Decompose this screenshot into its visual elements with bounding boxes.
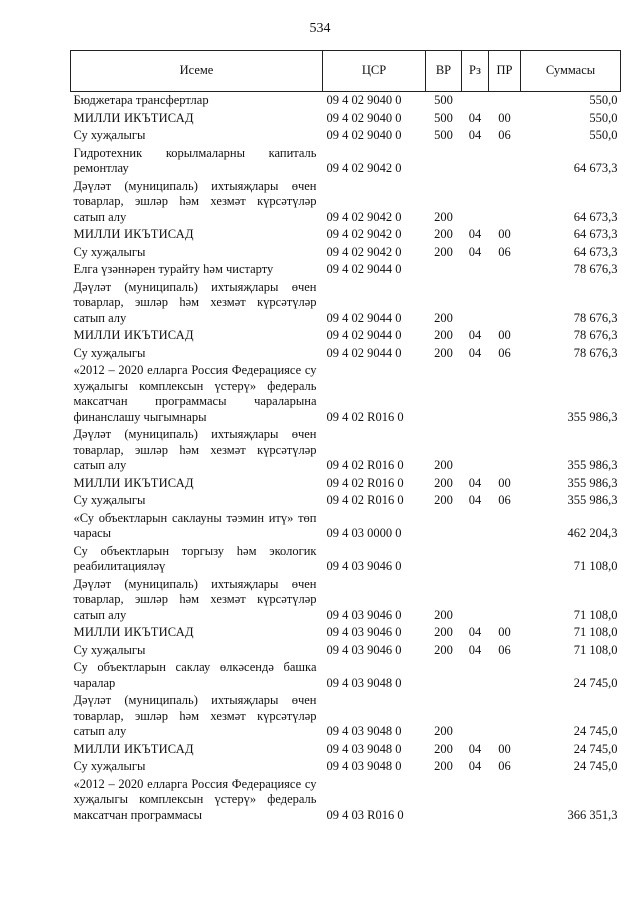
cell-csr: 09 4 02 9042 0 <box>326 244 402 259</box>
cell-sum: 550,0 <box>589 93 618 107</box>
cell-name: Су хуҗалыгы <box>73 244 146 259</box>
table-row <box>71 776 621 825</box>
header-csr: ЦСР <box>323 51 426 92</box>
cell-csr: 09 4 03 9048 0 <box>326 759 402 773</box>
cell-sum: 550,0 <box>589 128 618 142</box>
cell-pr: 00 <box>498 475 511 490</box>
cell-vr: 500 <box>434 110 453 125</box>
cell-vr: 200 <box>434 493 453 507</box>
cell-pr <box>489 178 521 227</box>
cell-rz <box>462 692 489 741</box>
cell-vr: 200 <box>434 227 453 241</box>
cell-pr <box>489 776 521 825</box>
cell-pr <box>489 92 521 110</box>
cell-name: Су объектларын торгызу һәм экологик реабилитацияләү <box>73 543 317 573</box>
cell-rz <box>462 776 489 825</box>
table-row <box>71 327 621 345</box>
cell-pr: 06 <box>498 244 511 259</box>
cell-name: МИЛЛИ ИКЪТИСАД <box>73 110 194 125</box>
cell-csr: 09 4 03 9046 0 <box>326 625 402 639</box>
cell-name: «Су объектларын саклауны тәэмин итү» төп чарасы <box>73 510 317 540</box>
cell-rz: 04 <box>468 128 482 142</box>
cell-sum: 366 351,3 <box>567 807 618 822</box>
cell-rz <box>462 576 489 625</box>
cell-pr <box>489 362 521 426</box>
table-row <box>71 692 621 741</box>
cell-vr <box>426 145 462 178</box>
cell-sum: 71 108,0 <box>573 559 618 573</box>
cell-rz: 04 <box>468 625 482 639</box>
cell-name: Елга үзәннәрен турайту һәм чистарту <box>73 262 274 276</box>
cell-name: Су хуҗалыгы <box>73 493 146 507</box>
cell-rz: 04 <box>468 642 482 657</box>
cell-pr: 06 <box>498 128 511 142</box>
cell-csr: 09 4 03 9048 0 <box>326 724 402 738</box>
cell-pr <box>489 510 521 543</box>
cell-csr: 09 4 03 0000 0 <box>326 526 402 540</box>
cell-sum: 78 676,3 <box>573 345 618 360</box>
cell-pr <box>489 279 521 328</box>
cell-sum: 24 745,0 <box>573 759 618 773</box>
cell-pr <box>489 659 521 692</box>
cell-sum: 355 986,3 <box>567 493 618 507</box>
cell-csr: 09 4 03 R016 0 <box>326 807 404 822</box>
cell-csr: 09 4 03 9048 0 <box>326 741 402 756</box>
cell-rz: 04 <box>468 227 482 241</box>
cell-name: Дәүләт (муниципаль) ихтыяҗлары өчен товарлар, эшләр һәм хезмәт күрсәтүләр сатып алу <box>73 576 317 622</box>
cell-name: Дәүләт (муниципаль) ихтыяҗлары өчен товарлар, эшләр һәм хезмәт күрсәтүләр сатып алу <box>73 427 317 472</box>
table-row <box>71 127 621 145</box>
cell-vr: 200 <box>434 625 453 639</box>
cell-name: Дәүләт (муниципаль) ихтыяҗлары өчен товарлар, эшләр һәм хезмәт күрсәтүләр сатып алу <box>73 178 317 224</box>
cell-csr: 09 4 02 9040 0 <box>326 110 402 125</box>
cell-pr: 00 <box>498 110 511 125</box>
cell-rz <box>462 279 489 328</box>
table-row <box>71 92 621 110</box>
cell-vr <box>426 776 462 825</box>
cell-name: «2012 – 2020 елларга Россия Федерациясе су хуҗалыгы комплексын үстерү» федераль максатчан программасы чараларына финанслашу чыгымнары <box>73 363 317 424</box>
cell-rz: 04 <box>468 759 482 773</box>
cell-csr: 09 4 03 9046 0 <box>326 559 402 573</box>
cell-rz: 04 <box>468 328 482 342</box>
cell-csr: 09 4 02 R016 0 <box>326 458 404 472</box>
cell-csr: 09 4 02 9044 0 <box>326 310 402 325</box>
cell-csr: 09 4 03 9046 0 <box>326 642 402 657</box>
cell-name: Дәүләт (муниципаль) ихтыяҗлары өчен товарлар, эшләр һәм хезмәт күрсәтүләр сатып алу <box>73 279 317 325</box>
cell-pr: 00 <box>498 227 511 241</box>
cell-sum: 71 108,0 <box>573 607 618 622</box>
table-row <box>71 492 621 510</box>
table-row <box>71 345 621 363</box>
header-name: Исеме <box>71 51 323 92</box>
table-row <box>71 758 621 776</box>
cell-vr <box>426 659 462 692</box>
cell-csr: 09 4 02 9042 0 <box>326 227 402 241</box>
cell-sum: 64 673,3 <box>573 244 618 259</box>
cell-pr: 00 <box>498 625 511 639</box>
cell-rz <box>462 178 489 227</box>
cell-rz <box>462 261 489 279</box>
cell-name: Су хуҗалыгы <box>73 642 146 657</box>
cell-vr: 200 <box>434 642 453 657</box>
cell-csr: 09 4 02 R016 0 <box>326 493 404 507</box>
cell-sum: 355 986,3 <box>567 409 618 424</box>
cell-rz <box>462 426 489 475</box>
cell-sum: 78 676,3 <box>573 310 618 325</box>
table-body <box>71 92 621 825</box>
table-row <box>71 362 621 426</box>
cell-vr: 500 <box>434 93 453 107</box>
cell-pr <box>489 692 521 741</box>
table-row <box>71 426 621 475</box>
cell-vr <box>426 510 462 543</box>
page-number: 534 <box>309 21 331 36</box>
cell-vr <box>426 261 462 279</box>
cell-name: Бюджетара трансфертлар <box>73 93 209 107</box>
cell-sum: 462 204,3 <box>567 526 618 540</box>
cell-sum: 64 673,3 <box>573 227 618 241</box>
cell-csr: 09 4 02 9044 0 <box>326 345 402 360</box>
table-row <box>71 510 621 543</box>
cell-vr: 200 <box>434 328 453 342</box>
table-row <box>71 279 621 328</box>
cell-vr: 200 <box>434 724 453 738</box>
cell-csr: 09 4 02 9042 0 <box>326 161 402 175</box>
cell-rz <box>462 92 489 110</box>
cell-vr: 200 <box>434 607 453 622</box>
cell-rz <box>462 659 489 692</box>
cell-sum: 78 676,3 <box>573 328 618 342</box>
cell-sum: 24 745,0 <box>573 675 618 690</box>
table-row <box>71 659 621 692</box>
cell-name: Дәүләт (муниципаль) ихтыяҗлары өчен товарлар, эшләр һәм хезмәт күрсәтүләр сатып алу <box>73 693 317 738</box>
cell-name: МИЛЛИ ИКЪТИСАД <box>73 625 194 639</box>
cell-rz: 04 <box>468 345 482 360</box>
cell-pr <box>489 426 521 475</box>
cell-pr: 06 <box>498 345 511 360</box>
cell-sum: 24 745,0 <box>573 724 618 738</box>
cell-rz: 04 <box>468 741 482 756</box>
cell-rz: 04 <box>468 110 482 125</box>
table-row <box>71 145 621 178</box>
cell-pr <box>489 576 521 625</box>
cell-csr: 09 4 02 9040 0 <box>326 128 402 142</box>
table-row <box>71 226 621 244</box>
header-vr: ВР <box>426 51 462 92</box>
budget-table <box>70 50 621 824</box>
cell-name: «2012 – 2020 елларга Россия Федерациясе су хуҗалыгы комплексын үстерү» федераль максатчан программасы <box>73 776 317 822</box>
cell-name: МИЛЛИ ИКЪТИСАД <box>73 227 194 241</box>
cell-sum: 64 673,3 <box>573 161 618 175</box>
table-row <box>71 741 621 759</box>
table-row <box>71 475 621 493</box>
cell-rz: 04 <box>468 475 482 490</box>
cell-vr: 200 <box>434 244 453 259</box>
table-row <box>71 543 621 576</box>
table-row <box>71 261 621 279</box>
cell-sum: 71 108,0 <box>573 642 618 657</box>
cell-vr: 200 <box>434 759 453 773</box>
cell-name: Гидротехник корылмаларны капиталь ремонтлау <box>73 145 317 175</box>
cell-csr: 09 4 02 R016 0 <box>326 409 404 424</box>
cell-name: Су хуҗалыгы <box>73 759 146 773</box>
table-row <box>71 244 621 262</box>
cell-rz <box>462 510 489 543</box>
cell-vr <box>426 543 462 576</box>
cell-csr: 09 4 02 9044 0 <box>326 328 402 342</box>
table-header-row <box>71 51 621 92</box>
header-sum: Суммасы <box>521 51 621 92</box>
cell-sum: 64 673,3 <box>573 209 618 224</box>
cell-vr: 200 <box>434 741 453 756</box>
table-row <box>71 110 621 128</box>
cell-pr <box>489 543 521 576</box>
cell-vr: 500 <box>434 128 453 142</box>
cell-csr: 09 4 03 9048 0 <box>326 675 402 690</box>
cell-csr: 09 4 02 9044 0 <box>326 262 402 276</box>
cell-vr: 200 <box>434 345 453 360</box>
cell-name: Су хуҗалыгы <box>73 345 146 360</box>
cell-rz <box>462 543 489 576</box>
cell-sum: 355 986,3 <box>567 475 618 490</box>
cell-pr <box>489 145 521 178</box>
cell-vr: 200 <box>434 475 453 490</box>
header-rz: Рз <box>462 51 489 92</box>
cell-vr: 200 <box>434 458 453 472</box>
cell-vr <box>426 362 462 426</box>
cell-sum: 355 986,3 <box>567 458 618 472</box>
table-row <box>71 624 621 642</box>
cell-pr: 00 <box>498 741 511 756</box>
table-row <box>71 576 621 625</box>
cell-sum: 550,0 <box>589 110 618 125</box>
cell-name: МИЛЛИ ИКЪТИСАД <box>73 475 194 490</box>
cell-pr: 06 <box>498 642 511 657</box>
cell-pr: 06 <box>498 493 511 507</box>
cell-pr: 06 <box>498 759 511 773</box>
cell-pr <box>489 261 521 279</box>
cell-csr: 09 4 02 9040 0 <box>326 93 402 107</box>
cell-csr: 09 4 02 9042 0 <box>326 209 402 224</box>
cell-rz: 04 <box>468 493 482 507</box>
cell-csr: 09 4 02 R016 0 <box>326 475 404 490</box>
cell-vr: 200 <box>434 310 453 325</box>
table-row <box>71 178 621 227</box>
cell-name: МИЛЛИ ИКЪТИСАД <box>73 328 194 342</box>
header-pr: ПР <box>489 51 521 92</box>
cell-name: Су объектларын саклау өлкәсендә башка чаралар <box>73 660 317 690</box>
cell-name: МИЛЛИ ИКЪТИСАД <box>73 741 194 756</box>
cell-name: Су хуҗалыгы <box>73 128 146 142</box>
cell-rz: 04 <box>468 244 482 259</box>
cell-sum: 71 108,0 <box>573 625 618 639</box>
cell-sum: 24 745,0 <box>573 741 618 756</box>
cell-vr: 200 <box>434 209 453 224</box>
table-row <box>71 642 621 660</box>
cell-rz <box>462 145 489 178</box>
cell-rz <box>462 362 489 426</box>
cell-csr: 09 4 03 9046 0 <box>326 607 402 622</box>
cell-pr: 00 <box>498 328 511 342</box>
cell-sum: 78 676,3 <box>573 262 618 276</box>
